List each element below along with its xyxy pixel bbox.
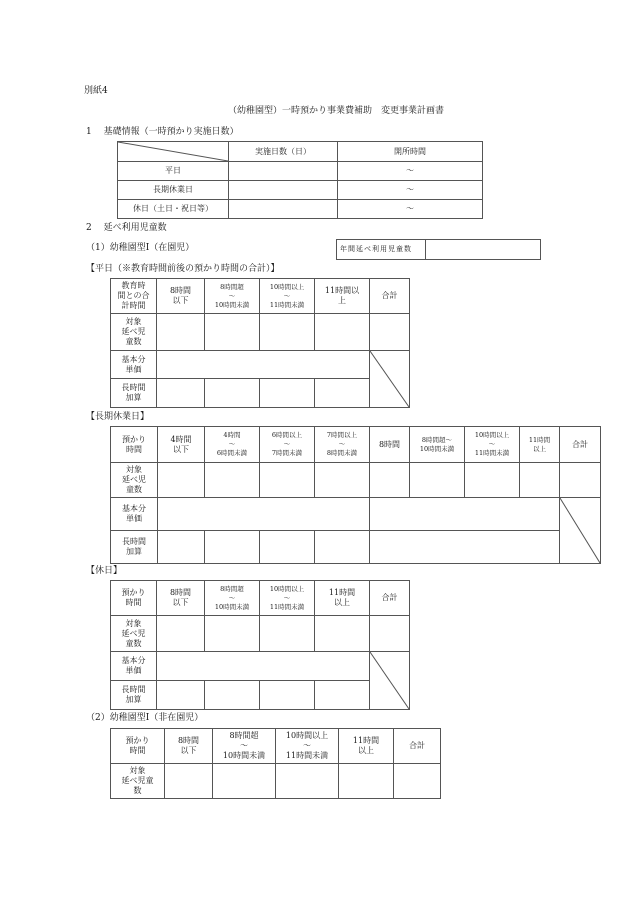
col-11h-plus: 11時間 以上	[315, 581, 370, 616]
input-cell[interactable]	[205, 463, 260, 498]
base-price-input-a[interactable]	[158, 498, 370, 531]
input-cell[interactable]	[560, 463, 601, 498]
corner-time: 預かり 時間	[111, 581, 157, 616]
col-10h-11h: 10時間以上 ～ 11時間未満	[276, 729, 339, 764]
corner-edu-time: 教育時 間との合 計時間	[111, 279, 157, 314]
row-target-count: 対象 延べ児 童数	[111, 463, 158, 498]
input-cell[interactable]	[157, 314, 205, 351]
input-cell[interactable]	[205, 616, 260, 652]
row-target-count: 対象 延べ児童 数	[111, 764, 165, 799]
input-cell[interactable]	[165, 764, 213, 799]
sub2-heading: （2）幼稚園型Ⅰ（非在園児）	[86, 713, 204, 723]
attachment-label: 別紙4	[84, 86, 108, 96]
col-total: 合計	[394, 729, 441, 764]
long-time-split-cells	[370, 531, 560, 564]
input-cell[interactable]	[520, 463, 560, 498]
diagonal-cell	[560, 498, 601, 564]
col-8h-10h: 8時間超 ～ 10時間未満	[205, 581, 260, 616]
col-6h-7h: 6時間以上 ～ 7時間未満	[260, 427, 315, 463]
col-7h-8h: 7時間以上 ～ 8時間未満	[315, 427, 370, 463]
col-8h-or-less: 8時間 以下	[165, 729, 213, 764]
column-header-hours: 開所時間	[338, 142, 483, 162]
row-base-price: 基本分 単価	[111, 351, 157, 379]
input-cell[interactable]	[315, 616, 370, 652]
row-long-time: 長時間 加算	[111, 681, 157, 710]
input-cell[interactable]	[410, 463, 465, 498]
diagonal-corner-cell	[118, 142, 229, 162]
col-4h-6h: 4時間 ～ 6時間未満	[205, 427, 260, 463]
base-price-input[interactable]	[157, 351, 370, 379]
input-cell[interactable]	[315, 314, 370, 351]
input-cell[interactable]	[315, 463, 370, 498]
row-label-long-holiday: 長期休業日	[118, 181, 229, 200]
col-10h-11h: 10時間以上 ～ 11時間未満	[260, 279, 315, 314]
section2-heading: 2 延べ利用児童数	[86, 223, 167, 233]
weekday-hours-cell[interactable]: ～	[338, 162, 483, 181]
input-cell[interactable]	[205, 314, 260, 351]
input-cell[interactable]	[205, 531, 260, 564]
input-cell[interactable]	[213, 764, 276, 799]
annual-count-box	[336, 239, 541, 260]
input-cell[interactable]	[260, 531, 315, 564]
annual-count-input[interactable]	[426, 240, 541, 260]
input-cell[interactable]	[260, 314, 315, 351]
row-base-price: 基本分 単価	[111, 652, 157, 681]
col-total: 合計	[370, 581, 410, 616]
row-long-time: 長時間 加算	[111, 531, 158, 564]
input-cell[interactable]	[157, 681, 205, 710]
col-8h-10h: 8時間超～ 10時間未満	[410, 427, 465, 463]
input-cell[interactable]	[339, 764, 394, 799]
col-4h-or-less: 4時間 以下	[158, 427, 205, 463]
input-cell[interactable]	[158, 531, 205, 564]
input-cell[interactable]	[276, 764, 339, 799]
document-title: （幼稚園型）一時預かり事業費補助 変更事業計画書	[228, 106, 445, 116]
corner-time: 預かり 時間	[111, 427, 158, 463]
col-10h-11h: 10時間以上 ～ 11時間未満	[465, 427, 520, 463]
annual-count-label: 年間延べ利用児童数	[337, 240, 426, 260]
col-11h-plus: 11時間 以上	[339, 729, 394, 764]
row-target-count: 対象 延べ児 童数	[111, 616, 157, 652]
long-holiday-main	[110, 426, 601, 564]
col-8h-10h: 8時間超 ～ 10時間未満	[213, 729, 276, 764]
col-11h-plus: 11時間 以上	[520, 427, 560, 463]
long-holiday-days-cell[interactable]	[229, 181, 338, 200]
input-cell[interactable]	[370, 616, 410, 652]
row-label-holiday: 休日（土日・祝日等）	[118, 200, 229, 219]
col-8h-or-less: 8時間 以下	[157, 279, 205, 314]
weekday-heading: 【平日（※教育時間前後の預かり時間の合計）】	[86, 264, 280, 274]
row-target-count: 対象 延べ児 童数	[111, 314, 157, 351]
col-10h-11h: 10時間以上 ～ 11時間未満	[260, 581, 315, 616]
input-cell[interactable]	[370, 463, 410, 498]
long-holiday-table	[110, 426, 600, 563]
corner-time: 預かり 時間	[111, 729, 165, 764]
non-enrolled-table	[110, 728, 441, 799]
weekday-table	[110, 278, 410, 408]
column-header-days: 実施日数（日）	[229, 142, 338, 162]
row-long-time: 長時間 加算	[111, 379, 157, 408]
long-holiday-hours-cell[interactable]: ～	[338, 181, 483, 200]
input-cell[interactable]	[260, 681, 315, 710]
sub1-heading: （1）幼稚園型Ⅰ（在園児）	[86, 243, 195, 253]
holiday-hours-cell[interactable]: ～	[338, 200, 483, 219]
basic-info-table	[117, 141, 483, 219]
input-cell[interactable]	[157, 616, 205, 652]
col-8h-or-less: 8時間 以下	[157, 581, 205, 616]
col-8h: 8時間	[370, 427, 410, 463]
col-11h-plus: 11時間以 上	[315, 279, 370, 314]
diagonal-cell	[370, 652, 410, 710]
input-cell[interactable]	[394, 764, 441, 799]
input-cell[interactable]	[260, 379, 315, 408]
row-base-price: 基本分 単価	[111, 498, 158, 531]
col-total: 合計	[560, 427, 601, 463]
input-cell[interactable]	[205, 681, 260, 710]
input-cell[interactable]	[205, 379, 260, 408]
long-holiday-heading: 【長期休業日】	[86, 412, 150, 422]
base-price-input[interactable]	[157, 652, 370, 681]
section1-heading: 1 基礎情報（一時預かり実施日数）	[86, 127, 239, 137]
col-8h-10h: 8時間超 ～ 10時間未満	[205, 279, 260, 314]
input-cell[interactable]	[260, 616, 315, 652]
base-price-input-b[interactable]	[370, 498, 560, 531]
col-total: 合計	[370, 279, 410, 314]
holiday-table	[110, 580, 410, 710]
input-cell[interactable]	[260, 463, 315, 498]
diagonal-cell	[370, 351, 410, 408]
input-cell[interactable]	[158, 463, 205, 498]
input-cell[interactable]	[465, 463, 520, 498]
input-cell[interactable]	[315, 531, 370, 564]
holiday-days-cell[interactable]	[229, 200, 338, 219]
input-cell[interactable]	[315, 681, 370, 710]
weekday-days-cell[interactable]	[229, 162, 338, 181]
holiday-heading: 【休日】	[86, 566, 123, 576]
input-cell[interactable]	[370, 314, 410, 351]
row-label-weekday: 平日	[118, 162, 229, 181]
input-cell[interactable]	[157, 379, 205, 408]
input-cell[interactable]	[315, 379, 370, 408]
